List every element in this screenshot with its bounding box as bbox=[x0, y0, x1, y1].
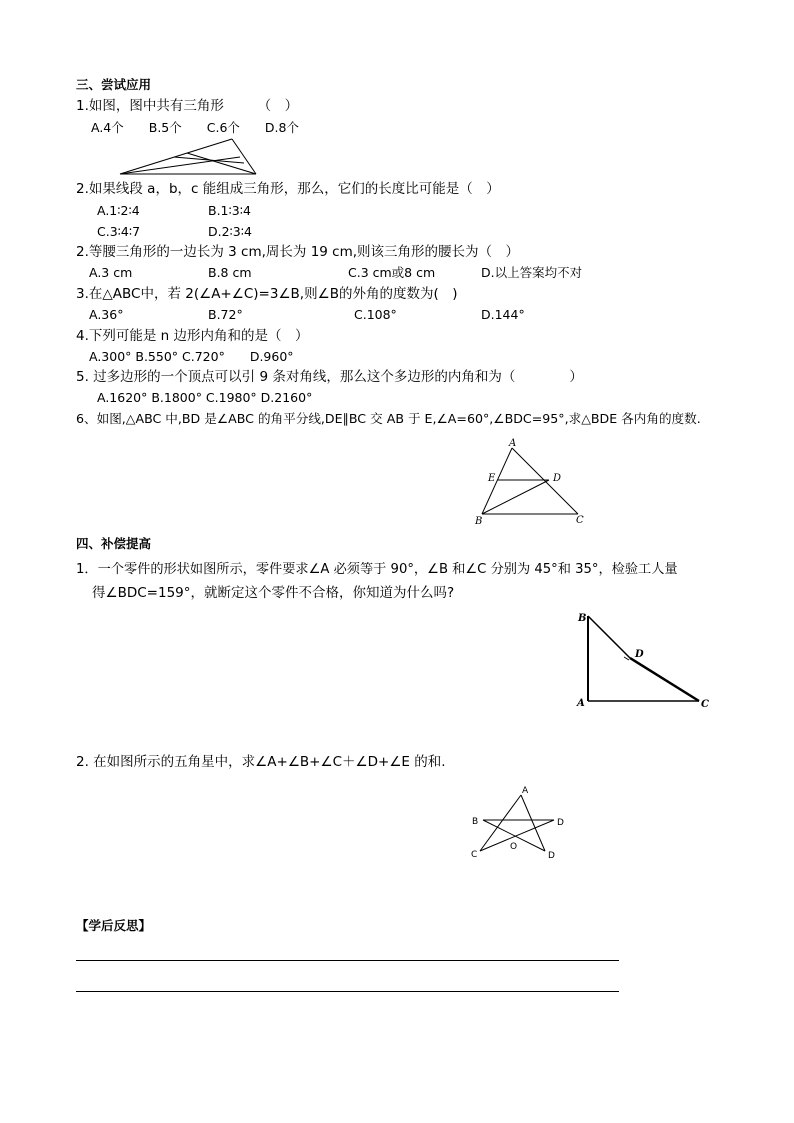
fig-p2-label-o: O bbox=[510, 842, 518, 852]
fig-p2-label-b: B bbox=[472, 817, 479, 827]
fig-p1-label-b: B bbox=[578, 613, 587, 624]
pentagram-figure bbox=[466, 783, 571, 863]
question-4-option-b: B.72° bbox=[208, 307, 243, 322]
fig-q7-label-e: E bbox=[488, 473, 496, 484]
question-4-option-a: A.36° bbox=[89, 307, 124, 322]
question-6-text: 5. 过多边形的一个顶点可以引 9 条对角线，那么这个多边形的内角和为（ ） bbox=[76, 369, 583, 385]
fig-p1-label-c: C bbox=[701, 699, 709, 710]
triangles-count-figure bbox=[118, 136, 260, 178]
problem-2-text: 2. 在如图所示的五角星中，求∠A+∠B+∠C＋∠D+∠E 的和. bbox=[76, 754, 446, 770]
fig-q7-label-a: A bbox=[509, 438, 517, 449]
question-6-options: A.1620° B.1800° C.1980° D.2160° bbox=[97, 390, 313, 405]
section-heading-apply: 三、尝试应用 bbox=[76, 77, 152, 92]
problem-1-line-1: 1．一个零件的形状如图所示，零件要求∠A 必须等于 90°，∠B 和∠C 分别为 45°和 35°，检验工人量 bbox=[76, 562, 678, 577]
reflection-line-2 bbox=[76, 991, 619, 992]
reflection-line-1 bbox=[76, 960, 619, 961]
question-1-options: A.4个 B.5个 C.6个 D.8个 bbox=[91, 120, 299, 135]
section-heading-improve: 四、补偿提高 bbox=[76, 536, 152, 551]
question-2-option-d: D.2∶3∶4 bbox=[208, 224, 252, 239]
question-5-text: 4.下列可能是 n 边形内角和的是（ ） bbox=[76, 328, 309, 344]
question-3-option-c: C.3 cm或8 cm bbox=[348, 265, 436, 280]
question-2-option-c: C.3∶4∶7 bbox=[97, 224, 141, 239]
question-7-text: 6、如图,△ABC 中,BD 是∠ABC 的角平分线,DE∥BC 交 AB 于 E,∠A=60°,∠BDC=95°,求△BDE 各内角的度数. bbox=[76, 411, 701, 426]
question-3-option-a: A.3 cm bbox=[89, 265, 133, 280]
question-4-text: 3.在△ABC中，若 2(∠A+∠C)=3∠B,则∠B的外角的度数为( ) bbox=[76, 286, 458, 302]
question-4-option-c: C.108° bbox=[354, 307, 397, 322]
fig-q7-label-b: B bbox=[475, 516, 483, 527]
part-shape-figure bbox=[572, 608, 717, 712]
question-3-option-b: B.8 cm bbox=[208, 265, 252, 280]
fig-p2-label-d1: D bbox=[557, 818, 564, 828]
triangle-abc-bisector-figure bbox=[470, 438, 595, 528]
question-3-option-d: D.以上答案均不对 bbox=[481, 265, 583, 280]
question-3-text: 2.等腰三角形的一边长为 3 cm,周长为 19 cm,则该三角形的腰长为（ ） bbox=[76, 244, 520, 260]
fig-p2-label-d2: D bbox=[548, 851, 555, 861]
reflection-heading: 【学后反思】 bbox=[76, 918, 152, 933]
question-4-option-d: D.144° bbox=[481, 307, 525, 322]
question-2-option-b: B.1∶3∶4 bbox=[208, 203, 251, 218]
problem-1-line-2: 得∠BDC=159°，就断定这个零件不合格，你知道为什么吗? bbox=[92, 585, 455, 601]
fig-q7-label-c: C bbox=[576, 515, 584, 526]
fig-p2-label-a: A bbox=[522, 786, 529, 796]
question-2-option-a: A.1∶2∶4 bbox=[97, 203, 140, 218]
question-2-text: 2.如果线段 a，b，c 能组成三角形，那么，它们的长度比可能是（ ） bbox=[76, 181, 500, 197]
fig-p2-label-c: C bbox=[471, 850, 478, 860]
question-1-text: 1.如图，图中共有三角形 （ ） bbox=[76, 98, 299, 114]
question-5-options: A.300° B.550° C.720° D.960° bbox=[89, 349, 294, 364]
fig-q7-label-d: D bbox=[553, 473, 562, 484]
fig-p1-label-a: A bbox=[577, 698, 585, 709]
fig-p1-label-d: D bbox=[635, 649, 644, 660]
